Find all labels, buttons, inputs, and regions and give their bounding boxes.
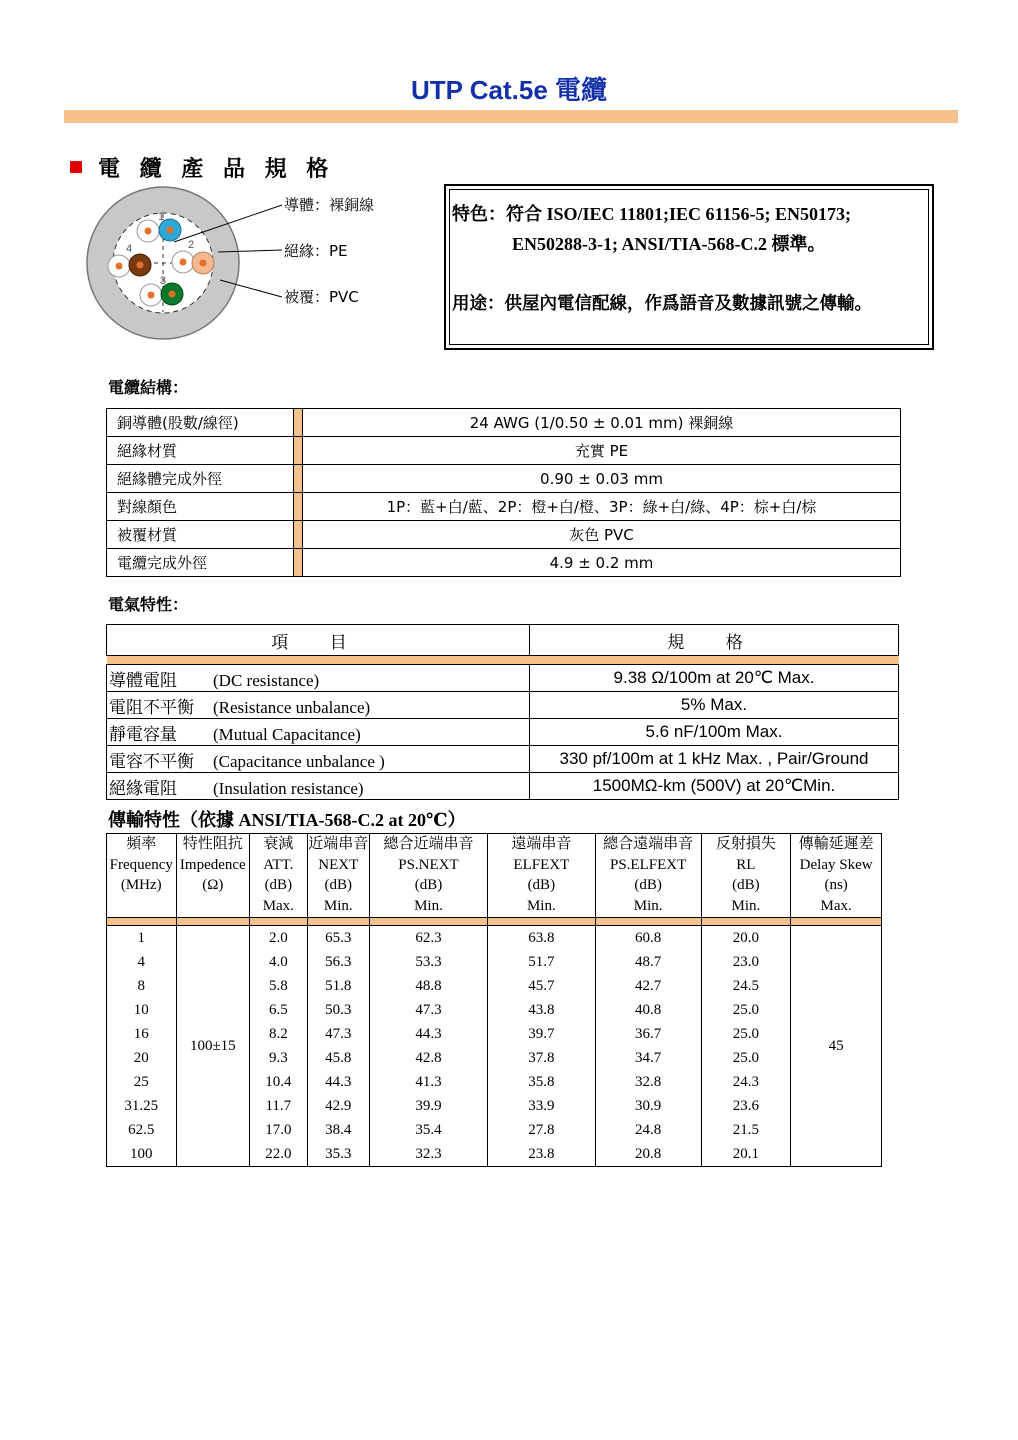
frequency-cell: 10 (107, 998, 177, 1022)
frequency-cell: 8 (107, 974, 177, 998)
spec-key: 電纜完成外徑 (107, 549, 294, 577)
column-header-line: (dB) (634, 877, 662, 893)
column-header (107, 834, 177, 918)
frequency-cell: 16 (107, 1022, 177, 1046)
value-cell: 51.8 (307, 974, 369, 998)
column-header-line: 衰減 (263, 836, 294, 852)
column-header-line: ATT. (263, 856, 294, 873)
value-cell: 22.0 (250, 1142, 307, 1167)
column-header-line: 總合遠端串音 (603, 836, 694, 852)
column-header-line: (dB) (264, 877, 293, 893)
column-header (487, 834, 595, 918)
table-row (107, 746, 899, 773)
property-value: 1500MΩ-km (500V) at 20℃Min. (530, 773, 899, 800)
value-cell: 30.9 (595, 1094, 701, 1118)
column-header-line: 總合近端串音 (383, 836, 474, 852)
value-cell: 24.5 (701, 974, 791, 998)
value-cell: 48.7 (595, 950, 701, 974)
value-cell: 32.3 (370, 1142, 488, 1167)
frequency-cell: 25 (107, 1070, 177, 1094)
value-cell: 56.3 (307, 950, 369, 974)
property-value: 9.38 Ω/100m at 20℃ Max. (530, 665, 899, 692)
value-cell: 38.4 (307, 1118, 369, 1142)
value-cell: 36.7 (595, 1022, 701, 1046)
value-cell: 35.4 (370, 1118, 488, 1142)
value-cell: 40.8 (595, 998, 701, 1022)
table-row (107, 719, 899, 746)
features-line-2: EN50288-3-1; ANSI/TIA-568-C.2 標準。 (512, 234, 826, 254)
frequency-cell: 31.25 (107, 1094, 177, 1118)
table-row (107, 409, 901, 437)
row-separator (294, 409, 303, 437)
property-value: 330 pf/100m at 1 kHz Max. , Pair/Ground (530, 746, 899, 773)
column-header-item: 項 目 (107, 625, 530, 656)
value-cell: 25.0 (701, 1046, 791, 1070)
frequency-cell: 62.5 (107, 1118, 177, 1142)
column-header-line: Min. (414, 897, 443, 914)
callout-lines (160, 196, 284, 300)
value-cell: 53.3 (370, 950, 488, 974)
features-box (444, 184, 934, 350)
value-cell: 21.5 (701, 1118, 791, 1142)
property-name (107, 665, 530, 692)
spec-value: 0.90 ± 0.03 mm (303, 465, 901, 493)
column-header-line: Frequency (109, 856, 173, 873)
transmission-table (106, 833, 882, 1167)
pair-number: 1 (158, 211, 165, 223)
value-cell: 39.7 (487, 1022, 595, 1046)
section-heading (70, 152, 334, 183)
value-cell: 42.7 (595, 974, 701, 998)
value-cell: 44.3 (307, 1070, 369, 1094)
spec-key: 絕緣材質 (107, 437, 294, 465)
table-row (107, 521, 901, 549)
pair-number: 3 (160, 275, 167, 287)
construction-heading: 電纜結構： (108, 378, 189, 397)
property-name-cn: 靜電容量 (109, 724, 177, 745)
value-cell: 65.3 (307, 926, 369, 951)
page-title: UTP Cat.5e 電纜 (410, 75, 608, 105)
construction-table (106, 408, 901, 577)
column-header-line: 近端串音 (308, 836, 369, 852)
row-separator (294, 549, 303, 577)
column-header-line: PS.ELFEXT (610, 856, 687, 873)
column-header (307, 834, 369, 918)
value-cell: 25.0 (701, 998, 791, 1022)
value-cell: 23.6 (701, 1094, 791, 1118)
column-header-line: ELFEXT (513, 856, 570, 873)
column-header-line: (dB) (732, 877, 760, 893)
value-cell: 42.9 (307, 1094, 369, 1118)
value-cell: 24.8 (595, 1118, 701, 1142)
value-cell: 10.4 (250, 1070, 307, 1094)
value-cell: 37.8 (487, 1046, 595, 1070)
value-cell: 60.8 (595, 926, 701, 951)
column-header-line: 反射損失 (715, 836, 776, 852)
frequency-cell: 1 (107, 926, 177, 951)
property-name-en: (Capacitance unbalance ) (213, 751, 385, 771)
column-header (701, 834, 791, 918)
features-line-1: 特色：符合 ISO/IEC 11801;IEC 61156-5; EN50173; (452, 204, 852, 224)
value-cell: 33.9 (487, 1094, 595, 1118)
column-header (250, 834, 307, 918)
spec-value: 24 AWG (1/0.50 ± 0.01 mm) 裸銅線 (303, 409, 901, 437)
value-cell: 6.5 (250, 998, 307, 1022)
pair-number: 4 (126, 243, 133, 255)
value-cell: 39.9 (370, 1094, 488, 1118)
value-cell: 43.8 (487, 998, 595, 1022)
spec-value: 灰色 PVC (303, 521, 901, 549)
property-value: 5% Max. (530, 692, 899, 719)
value-cell: 23.8 (487, 1142, 595, 1167)
frequency-cell: 4 (107, 950, 177, 974)
value-cell: 8.2 (250, 1022, 307, 1046)
column-header-line: Min. (323, 897, 353, 914)
value-cell: 42.8 (370, 1046, 488, 1070)
table-row (107, 493, 901, 521)
table-row (107, 773, 899, 800)
row-separator (294, 437, 303, 465)
column-header-line: (dB) (324, 877, 353, 893)
transmission-heading: 傳輸特性（依據 ANSI/TIA-568-C.2 at 20℃） (108, 810, 466, 830)
value-cell: 32.8 (595, 1070, 701, 1094)
column-header-line: Min. (526, 897, 556, 914)
spec-key: 對線顏色 (107, 493, 294, 521)
table-row (107, 692, 899, 719)
pair-number: 2 (188, 239, 195, 251)
property-value: 5.6 nF/100m Max. (530, 719, 899, 746)
value-cell: 41.3 (370, 1070, 488, 1094)
property-name-cn: 電容不平衡 (109, 751, 194, 772)
frequency-cell: 100 (107, 1142, 177, 1167)
column-header (595, 834, 701, 918)
spec-value: 4.9 ± 0.2 mm (303, 549, 901, 577)
table-row (107, 465, 901, 493)
value-cell: 4.0 (250, 950, 307, 974)
conductor-label: 導體：裸銅線 (284, 196, 375, 214)
insulation-label: 絕緣：PE (284, 242, 348, 260)
column-header-line: 特性阻抗 (182, 836, 243, 852)
column-header-line: Max. (820, 897, 852, 914)
property-name-en: (Resistance unbalance) (213, 697, 371, 717)
electrical-table (106, 624, 899, 800)
column-header-line: (dB) (414, 877, 443, 893)
section-heading-text: 電 纜 產 品 規 格 (98, 157, 335, 182)
value-cell: 20.8 (595, 1142, 701, 1167)
jacket-label: 被覆：PVC (284, 288, 359, 306)
column-header-line: (MHz) (120, 877, 162, 893)
spec-value: 1P：藍+白/藍、2P：橙+白/橙、3P：綠+白/綠、4P：棕+白/棕 (303, 493, 901, 521)
title-underline (64, 110, 958, 123)
spec-value: 充實 PE (303, 437, 901, 465)
property-name-cn: 導體電阻 (109, 670, 177, 691)
property-name-en: (Mutual Capacitance) (213, 724, 361, 744)
row-separator (294, 465, 303, 493)
value-cell: 27.8 (487, 1118, 595, 1142)
property-name-en: (Insulation resistance) (213, 778, 364, 798)
property-name (107, 773, 530, 800)
column-header-line (177, 896, 250, 917)
value-cell: 23.0 (701, 950, 791, 974)
value-cell: 17.0 (250, 1118, 307, 1142)
column-header-line: RL (736, 856, 756, 873)
column-header-line (107, 896, 176, 917)
column-header-line: (Ω) (202, 877, 224, 893)
property-name (107, 692, 530, 719)
property-name (107, 719, 530, 746)
bullet-square-icon (70, 161, 82, 173)
value-cell: 20.1 (701, 1142, 791, 1167)
value-cell: 20.0 (701, 926, 791, 951)
property-name-en: (DC resistance) (213, 670, 320, 690)
column-header (791, 834, 882, 918)
delay-skew-cell: 45 (791, 926, 882, 1167)
table-row (107, 665, 899, 692)
frequency-cell: 20 (107, 1046, 177, 1070)
row-separator (294, 493, 303, 521)
value-cell: 62.3 (370, 926, 488, 951)
property-name (107, 746, 530, 773)
value-cell: 35.8 (487, 1070, 595, 1094)
table-row (107, 926, 882, 951)
value-cell: 11.7 (250, 1094, 307, 1118)
value-cell: 45.7 (487, 974, 595, 998)
value-cell: 44.3 (370, 1022, 488, 1046)
table-row (107, 437, 901, 465)
value-cell: 25.0 (701, 1022, 791, 1046)
value-cell: 35.3 (307, 1142, 369, 1167)
value-cell: 51.7 (487, 950, 595, 974)
column-header-line: Delay Skew (799, 856, 873, 873)
value-cell: 48.8 (370, 974, 488, 998)
column-header-line: 頻率 (126, 836, 157, 852)
property-name-cn: 電阻不平衡 (109, 697, 194, 718)
table-row (107, 549, 901, 577)
column-header-line: 傳輸延遲差 (798, 836, 874, 852)
column-header-line: Impedence (179, 856, 246, 873)
impedance-cell: 100±15 (176, 926, 250, 1167)
value-cell: 24.3 (701, 1070, 791, 1094)
property-name-cn: 絕緣電阻 (109, 778, 177, 799)
column-header-line: 遠端串音 (511, 836, 572, 852)
row-separator (294, 521, 303, 549)
column-header-line: Min. (633, 897, 663, 914)
column-header-line: PS.NEXT (398, 856, 459, 873)
column-header-line: (ns) (824, 877, 848, 893)
value-cell: 34.7 (595, 1046, 701, 1070)
value-cell: 5.8 (250, 974, 307, 998)
column-header (176, 834, 250, 918)
column-header-line: NEXT (318, 856, 359, 873)
column-header-spec: 規 格 (530, 625, 899, 656)
value-cell: 50.3 (307, 998, 369, 1022)
column-header-line: Min. (731, 897, 761, 914)
value-cell: 47.3 (370, 998, 488, 1022)
value-cell: 9.3 (250, 1046, 307, 1070)
column-header-line: (dB) (527, 877, 556, 893)
value-cell: 45.8 (307, 1046, 369, 1070)
spec-key: 銅導體(股數/線徑) (107, 409, 294, 437)
value-cell: 63.8 (487, 926, 595, 951)
value-cell: 47.3 (307, 1022, 369, 1046)
electrical-heading: 電氣特性： (108, 595, 189, 614)
usage-line: 用途：供屋內電信配線，作爲語音及數據訊號之傳輸。 (452, 293, 872, 313)
spec-key: 被覆材質 (107, 521, 294, 549)
column-header (370, 834, 488, 918)
column-header-line: Max. (262, 897, 294, 914)
value-cell: 2.0 (250, 926, 307, 951)
spec-key: 絕緣體完成外徑 (107, 465, 294, 493)
